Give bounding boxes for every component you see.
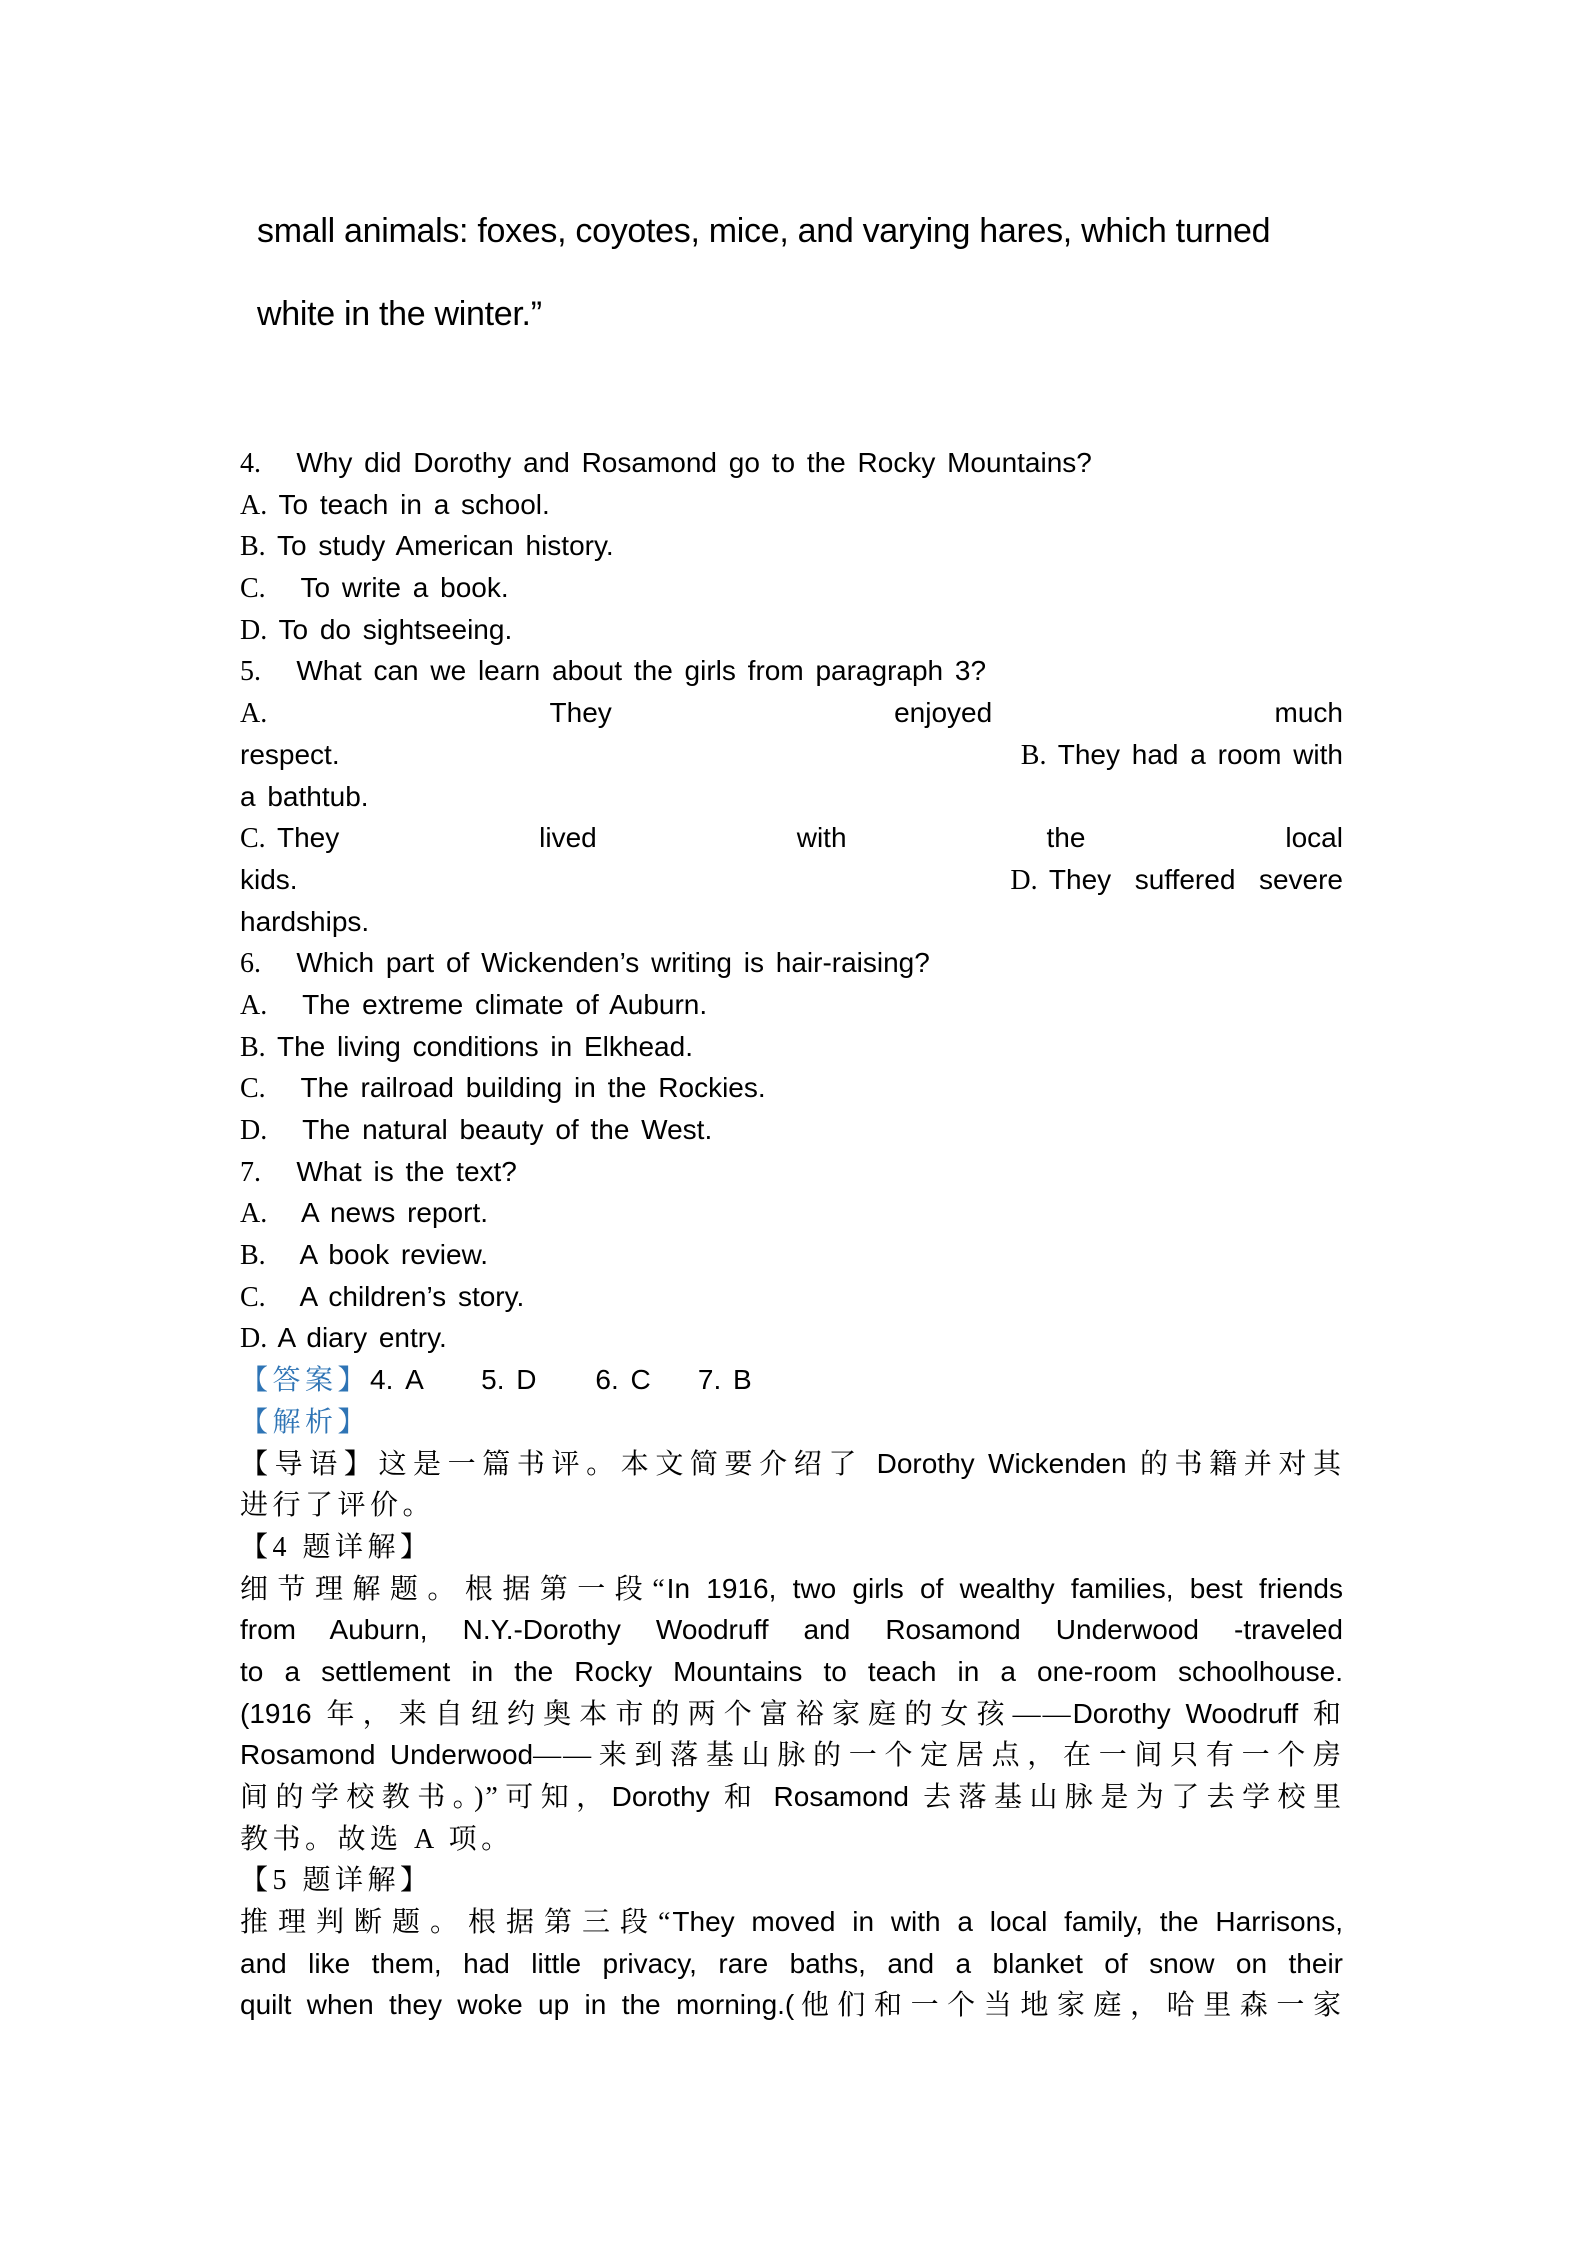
option-marker: D. — [1010, 864, 1038, 896]
text-run: kids. — [240, 863, 298, 895]
document-line — [240, 1984, 1343, 2026]
text-run: To do sightseeing. — [267, 613, 513, 645]
passage-line: small animals: foxes, coyotes, mice, and varying hares, which turned — [257, 212, 1271, 250]
text-run: What can we learn about the girls from paragraph 3? — [261, 655, 987, 687]
text-run: and like them, had little privacy, rare baths, and a blanket of snow on their — [240, 1947, 1343, 1979]
text-run: To study American history. — [265, 530, 614, 562]
text-run: 4. A 5. D 6. C 7. B — [370, 1364, 752, 1396]
option-marker: C. — [240, 573, 266, 605]
spread-token — [1046, 817, 1085, 859]
document-line — [240, 1026, 1343, 1068]
text-run: A diary entry. — [267, 1322, 447, 1354]
text-run: with — [796, 822, 847, 854]
document-line — [240, 692, 1343, 734]
spread-token — [550, 692, 612, 734]
document-line — [240, 1651, 1343, 1693]
text-run: A children’s story. — [265, 1280, 525, 1312]
cjk-text-run: 【导语】这是一篇书评。本文简要介绍了 — [240, 1448, 877, 1480]
document-line — [240, 1734, 1343, 1776]
spread-token — [1021, 734, 1343, 776]
document-line — [240, 859, 1343, 901]
document-line — [240, 817, 1343, 859]
option-marker: C. — [240, 1281, 266, 1313]
document-line — [240, 1317, 1343, 1359]
option-marker: A. — [240, 698, 268, 730]
cjk-text-run: 的书籍并对其 — [1139, 1448, 1343, 1480]
text-run: They moved in with a local family, the Harrisons, — [672, 1906, 1343, 1938]
document-body — [240, 442, 1343, 2026]
section-label: 【答案】 — [240, 1365, 371, 1397]
option-marker: 5. — [240, 656, 261, 688]
option-marker: D. — [240, 1115, 268, 1146]
cjk-text-run: 细节理解题。根据第一段“ — [240, 1573, 667, 1605]
text-run: The natural beauty of the West. — [267, 1114, 713, 1145]
spread-token — [240, 692, 267, 734]
text-run: much — [1274, 697, 1343, 729]
cjk-text-run: 和 — [1312, 1698, 1343, 1730]
document-line — [240, 1818, 1343, 1860]
document-line — [240, 609, 1343, 651]
cjk-text-run: 去落基山脉是为了去学校里 — [923, 1782, 1343, 1813]
text-run: enjoyed — [894, 697, 993, 729]
text-run: hardships. — [240, 905, 370, 937]
spread-token — [797, 817, 847, 859]
document-line — [240, 942, 1343, 984]
document-line — [240, 567, 1343, 609]
section-label: 【解析】 — [240, 1406, 371, 1438]
text-run: Why did Dorothy and Rosamond go to the Rocky Mountains? — [261, 447, 1092, 478]
cjk-text-run: ——来到落基山脉的一个定居点，在一间只有一个房 — [533, 1740, 1343, 1772]
passage-excerpt — [257, 190, 1347, 356]
text-run: Dorothy Wickenden — [876, 1447, 1140, 1479]
document-line — [240, 1401, 1343, 1443]
option-marker: B. — [240, 1240, 266, 1272]
option-marker: A. — [240, 989, 268, 1021]
text-run: a bathtub. — [240, 780, 369, 812]
cjk-text-run: 和 — [723, 1782, 760, 1813]
option-marker: 7. — [240, 1156, 261, 1188]
text-run: To write a book. — [265, 572, 509, 604]
text-run: quilt when they woke up in the morning.( — [240, 1989, 795, 2021]
text-run: They suffered severe — [1037, 863, 1343, 895]
spread-token — [894, 692, 992, 734]
option-marker: B. — [240, 1031, 266, 1063]
document-line — [240, 1276, 1343, 1318]
text-run: They — [549, 697, 612, 729]
text-run: The extreme climate of Auburn. — [267, 988, 708, 1020]
option-marker: D. — [240, 614, 268, 646]
document-line — [240, 1943, 1343, 1985]
option-marker: A. — [240, 489, 268, 521]
text-run: the — [1046, 822, 1086, 854]
document-line — [240, 525, 1343, 567]
text-run: lived — [539, 822, 597, 854]
option-marker: 6. — [240, 948, 261, 980]
option-marker: B. — [1020, 739, 1047, 771]
cjk-text-run: 间的学校教书。)”可知， — [240, 1782, 612, 1813]
text-run: They — [265, 822, 340, 854]
spread-token — [240, 859, 298, 901]
cjk-text-run: 年，来自纽约奥本市的两个富裕家庭的女孩—— — [326, 1698, 1073, 1730]
spread-token — [1010, 859, 1343, 901]
document-line — [240, 901, 1343, 943]
spread-token — [1275, 692, 1343, 734]
option-marker: C. — [240, 1073, 266, 1105]
text-run: Rosamond Underwood — [240, 1739, 534, 1771]
text-run: (1916 — [240, 1697, 327, 1729]
document-line — [240, 1609, 1343, 1651]
option-marker: B. — [240, 531, 266, 563]
text-run: A book review. — [265, 1239, 489, 1271]
document-line — [240, 1526, 1343, 1568]
option-marker: 4. — [240, 448, 261, 479]
option-marker: A. — [240, 1198, 268, 1230]
text-run: Rosamond — [759, 1781, 924, 1812]
text-run: In 1916, two girls of wealthy families, best friends — [666, 1572, 1343, 1604]
document-line — [240, 1192, 1343, 1234]
cjk-text-run: 推理判断题。根据第三段“ — [240, 1907, 673, 1939]
document-line — [240, 984, 1343, 1026]
document-line — [240, 650, 1343, 692]
text-run: Dorothy — [611, 1781, 724, 1812]
option-marker: D. — [240, 1323, 268, 1355]
document-line — [240, 1776, 1343, 1818]
document-line — [240, 734, 1343, 776]
text-run: The living conditions in Elkhead. — [265, 1030, 693, 1062]
document-line — [240, 1484, 1343, 1526]
document-line — [240, 776, 1343, 818]
spread-token — [240, 817, 339, 859]
spread-token — [240, 734, 340, 776]
document-line — [240, 1568, 1343, 1610]
spread-token — [539, 817, 597, 859]
document-line — [240, 1067, 1343, 1109]
text-run: from Auburn, N.Y.-Dorothy Woodruff and Rosamond Underwood -traveled — [240, 1614, 1343, 1646]
document-line — [240, 1109, 1343, 1151]
document-line — [240, 1901, 1343, 1943]
passage-line: white in the winter.” — [257, 295, 542, 333]
document-line — [240, 1151, 1343, 1193]
cjk-text-run: 他们和一个当地家庭，哈里森一家 — [794, 1990, 1343, 2022]
text-run: To teach in a school. — [267, 488, 550, 520]
cjk-text-run: 【4 题详解】 — [240, 1531, 433, 1563]
text-run: Dorothy Woodruff — [1072, 1697, 1313, 1729]
text-run: The railroad building in the Rockies. — [265, 1072, 766, 1104]
text-run: What is the text? — [261, 1155, 517, 1187]
text-run: Which part of Wickenden’s writing is hair-raising? — [261, 947, 930, 979]
document-line — [240, 1859, 1343, 1901]
text-run: respect. — [240, 738, 340, 770]
option-marker: C. — [240, 823, 266, 855]
text-run: to a settlement in the Rocky Mountains to teach in a one-room schoolhouse. — [240, 1655, 1343, 1687]
cjk-text-run: 进行了评价。 — [240, 1490, 436, 1522]
text-run: local — [1285, 822, 1343, 854]
spread-token — [1285, 817, 1343, 859]
document-line — [240, 1359, 1343, 1401]
document-line — [240, 1693, 1343, 1735]
document-line — [240, 484, 1343, 526]
document-line — [240, 1443, 1343, 1485]
cjk-text-run: 教书。故选 A 项。 — [240, 1823, 514, 1855]
text-run: They had a room with — [1046, 738, 1343, 770]
cjk-text-run: 【5 题详解】 — [240, 1865, 433, 1897]
document-line — [240, 1234, 1343, 1276]
text-run: A news report. — [267, 1197, 489, 1229]
document-line — [240, 442, 1343, 484]
